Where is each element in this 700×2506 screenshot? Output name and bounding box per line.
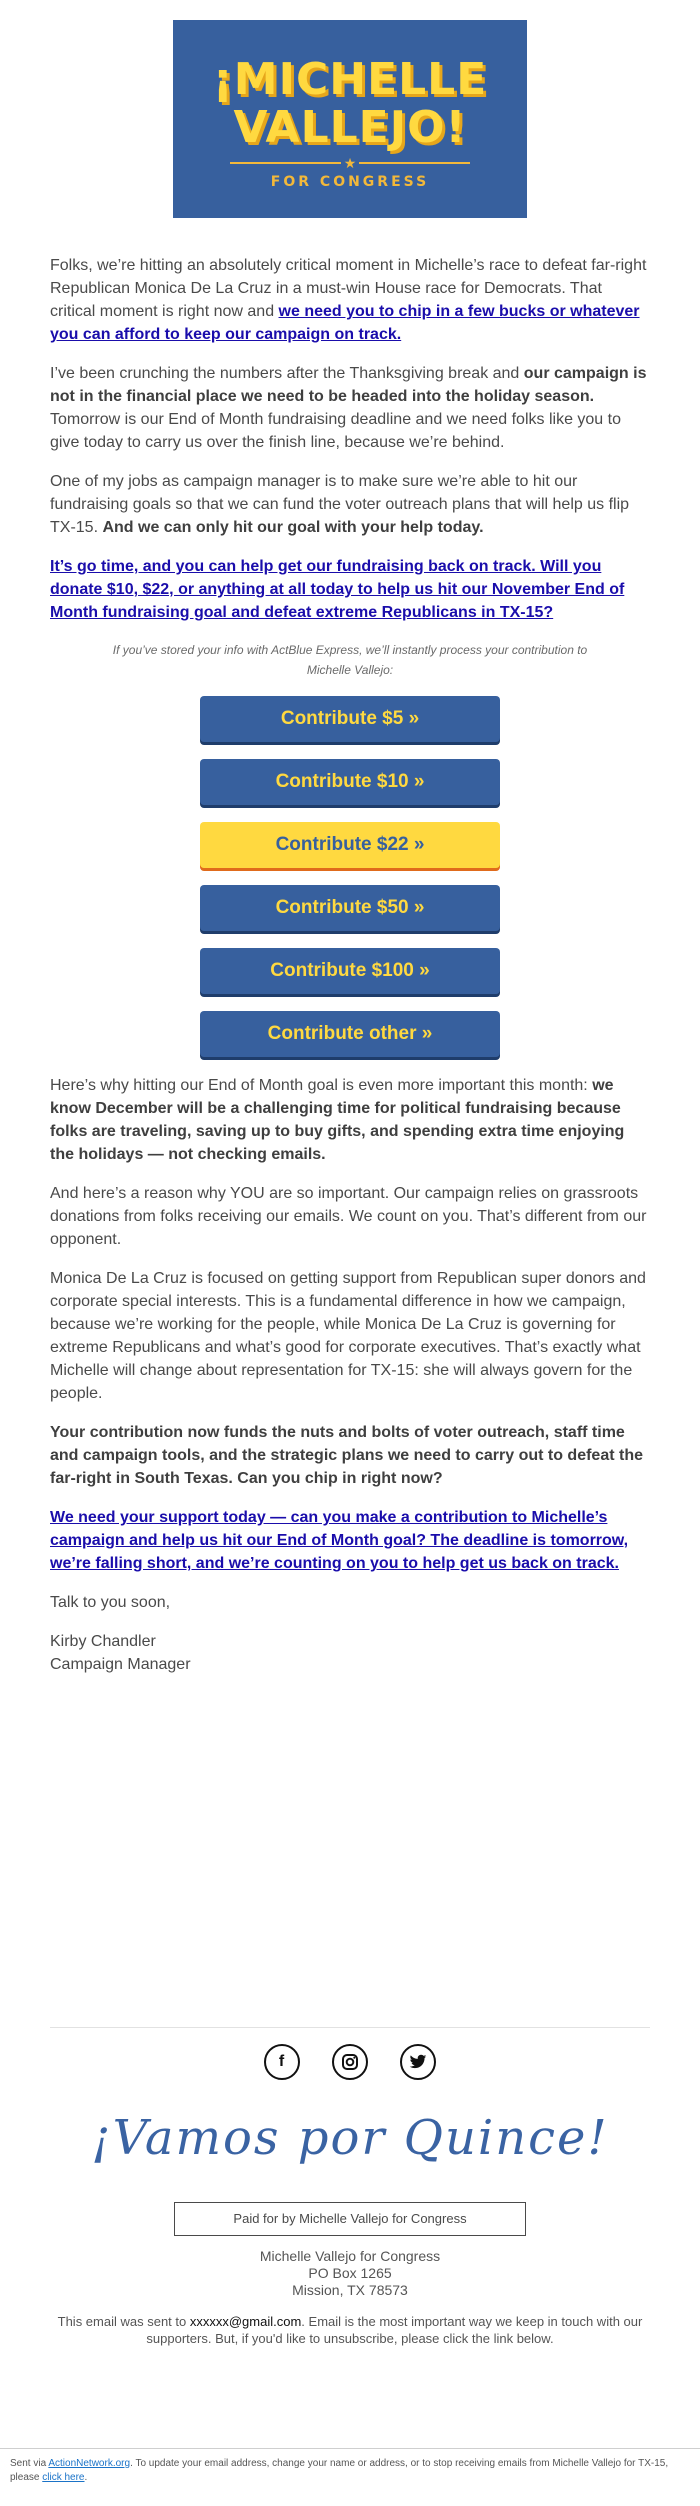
paragraph-funds	[50, 1421, 650, 1490]
support-today-link[interactable]: We need your support today — can you make a contribution to Michelle’s campaign and help us hit our End of Month goal? The deadline is tomorrow, we’re falling short, and we’re counting on you to help get us back on track.	[50, 1509, 629, 1572]
instagram-icon[interactable]	[332, 2044, 368, 2080]
twitter-icon[interactable]	[400, 2044, 436, 2080]
email-body	[50, 254, 650, 1676]
paragraph-bold: Your contribution now funds the nuts and bolts of voter outreach, staff time and campaign tools, and the strategic plans we need to carry out to defeat the far-right in South Texas. Can you chip in right now?	[50, 1424, 643, 1487]
paragraph-december	[50, 1074, 650, 1166]
paragraph-text: Here’s why hitting our End of Month goal is even more important this month:	[50, 1077, 593, 1094]
contribute-other-button[interactable]: Contribute other »	[200, 1011, 500, 1057]
paragraph-go-time	[50, 555, 650, 624]
divider	[50, 2027, 650, 2028]
paragraph-text: Tomorrow is our End of Month fundraising deadline and we need folks like you to give today to carry us over the finish line, because we’re behind.	[50, 411, 621, 451]
mailing-address	[50, 2248, 650, 2299]
recipient-email: xxxxxx@gmail.com	[189, 2314, 302, 2329]
address-line: Michelle Vallejo for Congress	[259, 2248, 441, 2264]
paragraph-bold: And we can only hit our goal with your help today.	[102, 519, 484, 536]
paragraph-bold: we know December will be a challenging time for political fundraising because folks are traveling, saving up to buy gifts, and spending extra time enjoying the holidays — not checking emails.	[50, 1077, 625, 1163]
action-network-link[interactable]: ActionNetwork.org	[48, 2458, 131, 2469]
social-links	[50, 2044, 650, 2080]
paragraph-opponent: Monica De La Cruz is focused on getting support from Republican super donors and corporate special interests. This is a fundamental difference in how we campaign, because we’re working for the people, while Monica De La Cruz is governing for extreme Republicans and what’s good for corporate executives. That’s exactly what Michelle will change about representation for TX-15: she will always govern for the people.	[50, 1270, 646, 1402]
signature-title: Campaign Manager	[50, 1656, 191, 1673]
sign-off: Talk to you soon,	[50, 1594, 171, 1611]
sent-note-text: This email was sent to	[57, 2314, 190, 2329]
contribute-buttons	[50, 696, 650, 1057]
paragraph-why-you: And here’s a reason why YOU are so important. Our campaign relies on grassroots donations from folks receiving our emails. We count on you. That’s different from our opponent.	[50, 1185, 647, 1248]
actblue-note: If you’ve stored your info with ActBlue Express, we’ll instantly process your contribution to Michelle Vallejo:	[112, 643, 588, 677]
logo-line-name-last: VALLEJO!	[233, 102, 467, 153]
paragraph-text: I’ve been crunching the numbers after the Thanksgiving break and	[50, 365, 524, 382]
logo-rule	[230, 155, 470, 171]
footer-text: Sent via	[10, 2458, 49, 2469]
address-line: PO Box 1265	[308, 2265, 392, 2281]
signature-name: Kirby Chandler	[50, 1633, 156, 1650]
sent-to-note	[50, 2313, 650, 2347]
logo-line-name-first: ¡MICHELLE	[212, 54, 488, 105]
contribute-5-button[interactable]: Contribute $5 »	[200, 696, 500, 742]
footer-text: . To update your email address, change your name or address, or to stop receiving emails from Michelle Vallejo for TX-15, please	[10, 2458, 669, 2483]
email-footer-block	[50, 2027, 650, 2347]
address-line: Mission, TX 78573	[292, 2282, 408, 2298]
paragraph-bold: our campaign is not in the financial place we need to be headed into the holiday season.	[50, 365, 647, 405]
facebook-icon[interactable]: f	[264, 2044, 300, 2080]
contribute-100-button[interactable]: Contribute $100 »	[200, 948, 500, 994]
footer-text: .	[84, 2472, 88, 2483]
paragraph-support-today	[50, 1506, 650, 1575]
contribute-10-button[interactable]: Contribute $10 »	[200, 759, 500, 805]
unsubscribe-link[interactable]: click here	[42, 2472, 85, 2483]
contribute-22-button[interactable]: Contribute $22 »	[200, 822, 500, 868]
paragraph-numbers	[50, 362, 650, 454]
paragraph-intro	[50, 254, 650, 346]
paid-for-disclaimer: Paid for by Michelle Vallejo for Congress	[174, 2202, 526, 2236]
campaign-logo	[173, 20, 527, 218]
go-time-donate-link[interactable]: It’s go time, and you can help get our fundraising back on track. Will you donate $10, $22, or anything at all today to help us hit our November End of Month fundraising goal and defeat extreme Republicans in TX-15?	[50, 558, 625, 621]
logo-line-for-congress: FOR CONGRESS	[270, 174, 430, 190]
contribute-50-button[interactable]: Contribute $50 »	[200, 885, 500, 931]
action-network-footer	[0, 2448, 700, 2485]
paragraph-goals	[50, 470, 650, 539]
paragraph-text: One of my jobs as campaign manager is to make sure we’re able to hit our fundraising goals so that we can fund the voter outreach plans that will help us flip TX-15.	[50, 473, 630, 536]
signature	[50, 1630, 650, 1676]
paragraph-text: Folks, we’re hitting an absolutely critical moment in Michelle’s race to defeat far-right Republican Monica De La Cruz in a must-win House race for Democrats. That critical moment is right now and	[50, 257, 647, 320]
sent-note-text: . Email is the most important way we keep in touch with our supporters. But, if you'd like to unsubscribe, please click the link below.	[146, 2314, 643, 2346]
texas-star-icon: ★	[341, 154, 359, 172]
vamos-por-quince-slogan: ¡Vamos por Quince!	[91, 2110, 609, 2166]
chip-in-link[interactable]: we need you to chip in a few bucks or whatever you can afford to keep our campaign on track.	[50, 303, 640, 343]
